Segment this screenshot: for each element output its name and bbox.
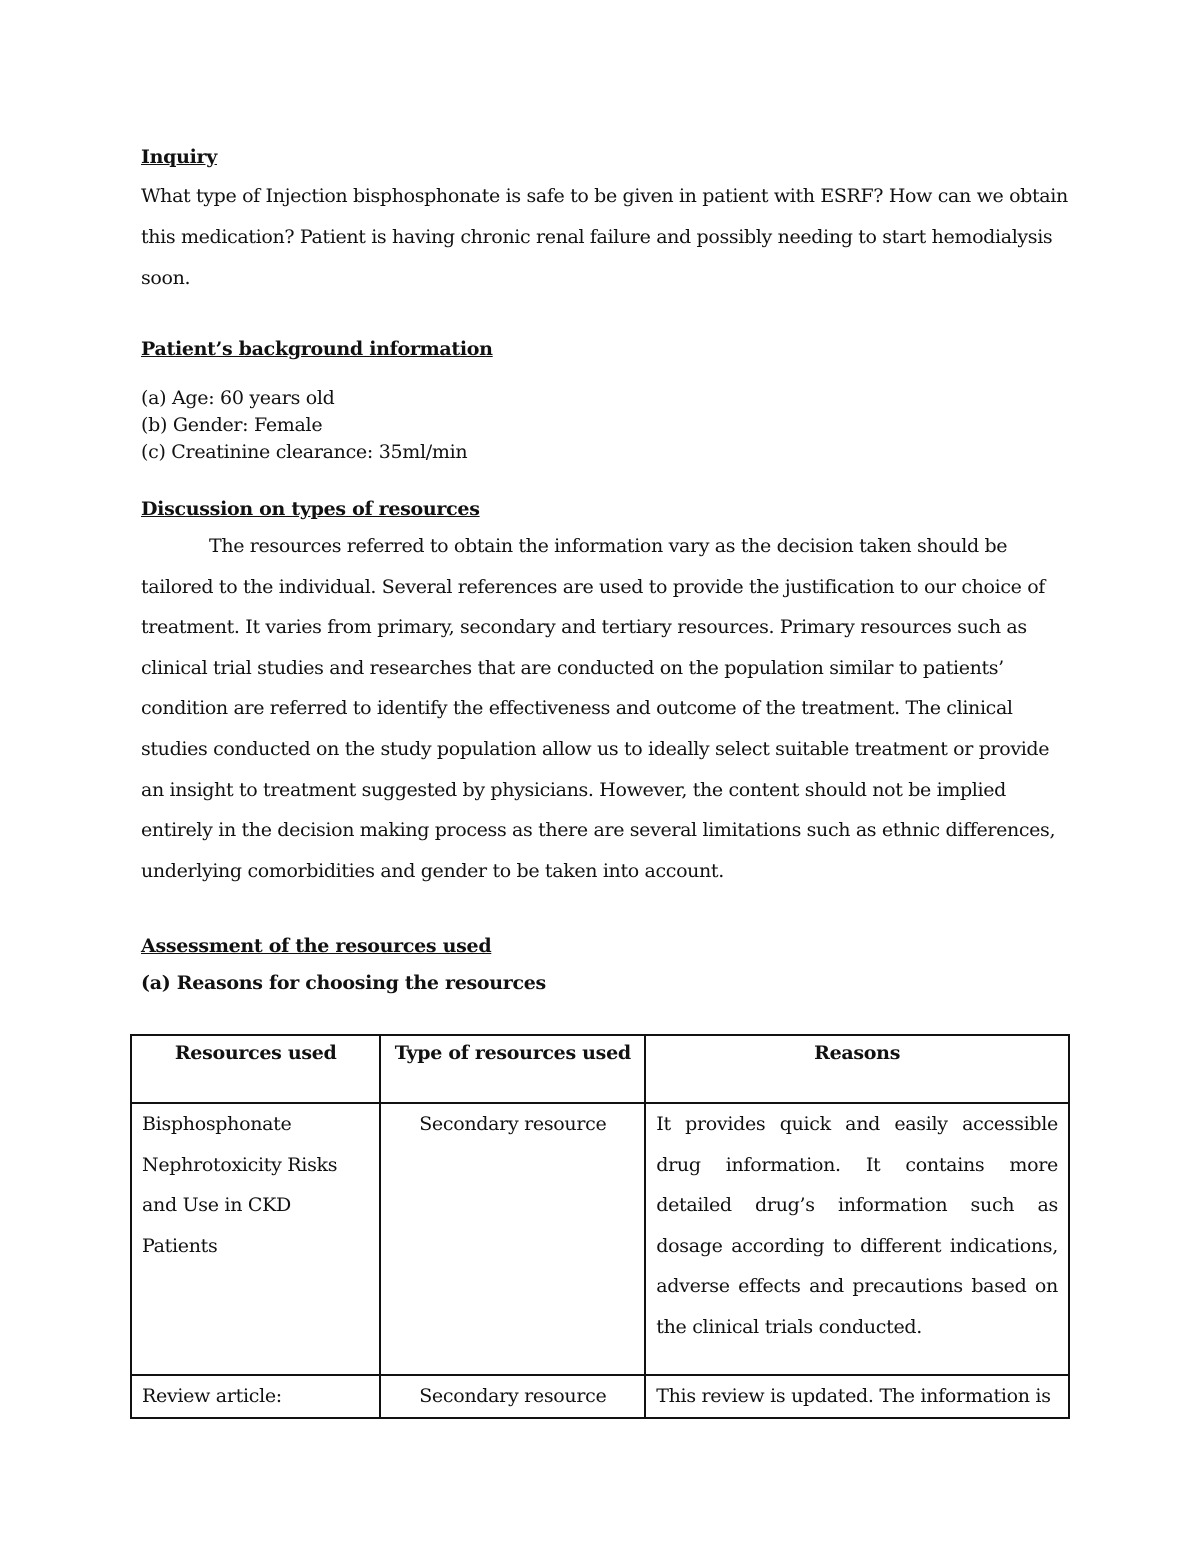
resources-table: [130, 1034, 1070, 1419]
cell-resource: Review article:: [131, 1375, 380, 1418]
discussion-heading: Discussion on types of resources: [141, 498, 480, 520]
inquiry-text: What type of Injection bisphosphonate is safe to be given in patient with ESRF? How can we obtain this medication? Patient is having chronic renal failure and possibly needing to start hemodialysis soon.: [141, 185, 1068, 289]
background-list: [141, 385, 1071, 466]
header-type-of-resources: Type of resources used: [380, 1035, 645, 1103]
inquiry-heading: Inquiry: [141, 146, 217, 168]
discussion-text: The resources referred to obtain the information vary as the decision taken should be tailored to the individual. Several references are used to provide the justification to our choice of treatment. It varies from primary, secondary and tertiary resources. Primary resources such as clinical trial studies and researches that are conducted on the population similar to patients’ condition are referred to identify the effectiveness and outcome of the treatment. The clinical studies conducted on the study population allow us to ideally select suitable treatment or provide an insight to treatment suggested by physicians. However, the content should not be implied entirely in the decision making process as there are several limitations such as ethnic differences, underlying comorbidities and gender to be taken into account.: [141, 535, 1056, 882]
table-row: [131, 1103, 1069, 1375]
document-page: [141, 140, 1071, 997]
header-resources-used: Resources used: [131, 1035, 380, 1103]
background-item-age: (a) Age: 60 years old: [141, 387, 335, 409]
background-heading: Patient’s background information: [141, 338, 493, 360]
table-row: [131, 1375, 1069, 1418]
cell-type: Secondary resource: [380, 1103, 645, 1375]
table-header-row: [131, 1035, 1069, 1103]
cell-reason: It provides quick and easily accessible drug information. It contains more detailed drug’s information such as dosage according to different indications, adverse effects and precautions based on the clinical trials conducted.: [645, 1103, 1069, 1375]
assessment-heading: Assessment of the resources used: [141, 935, 492, 958]
background-item-gender: (b) Gender: Female: [141, 414, 323, 436]
background-item-creatinine: (c) Creatinine clearance: 35ml/min: [141, 441, 468, 463]
cell-type: Secondary resource: [380, 1375, 645, 1418]
assessment-subheading: (a) Reasons for choosing the resources: [141, 972, 546, 995]
cell-resource: Bisphosphonate Nephrotoxicity Risks and Use in CKD Patients: [131, 1103, 380, 1375]
cell-reason: This review is updated. The information is: [645, 1375, 1069, 1418]
header-reasons: Reasons: [645, 1035, 1069, 1103]
